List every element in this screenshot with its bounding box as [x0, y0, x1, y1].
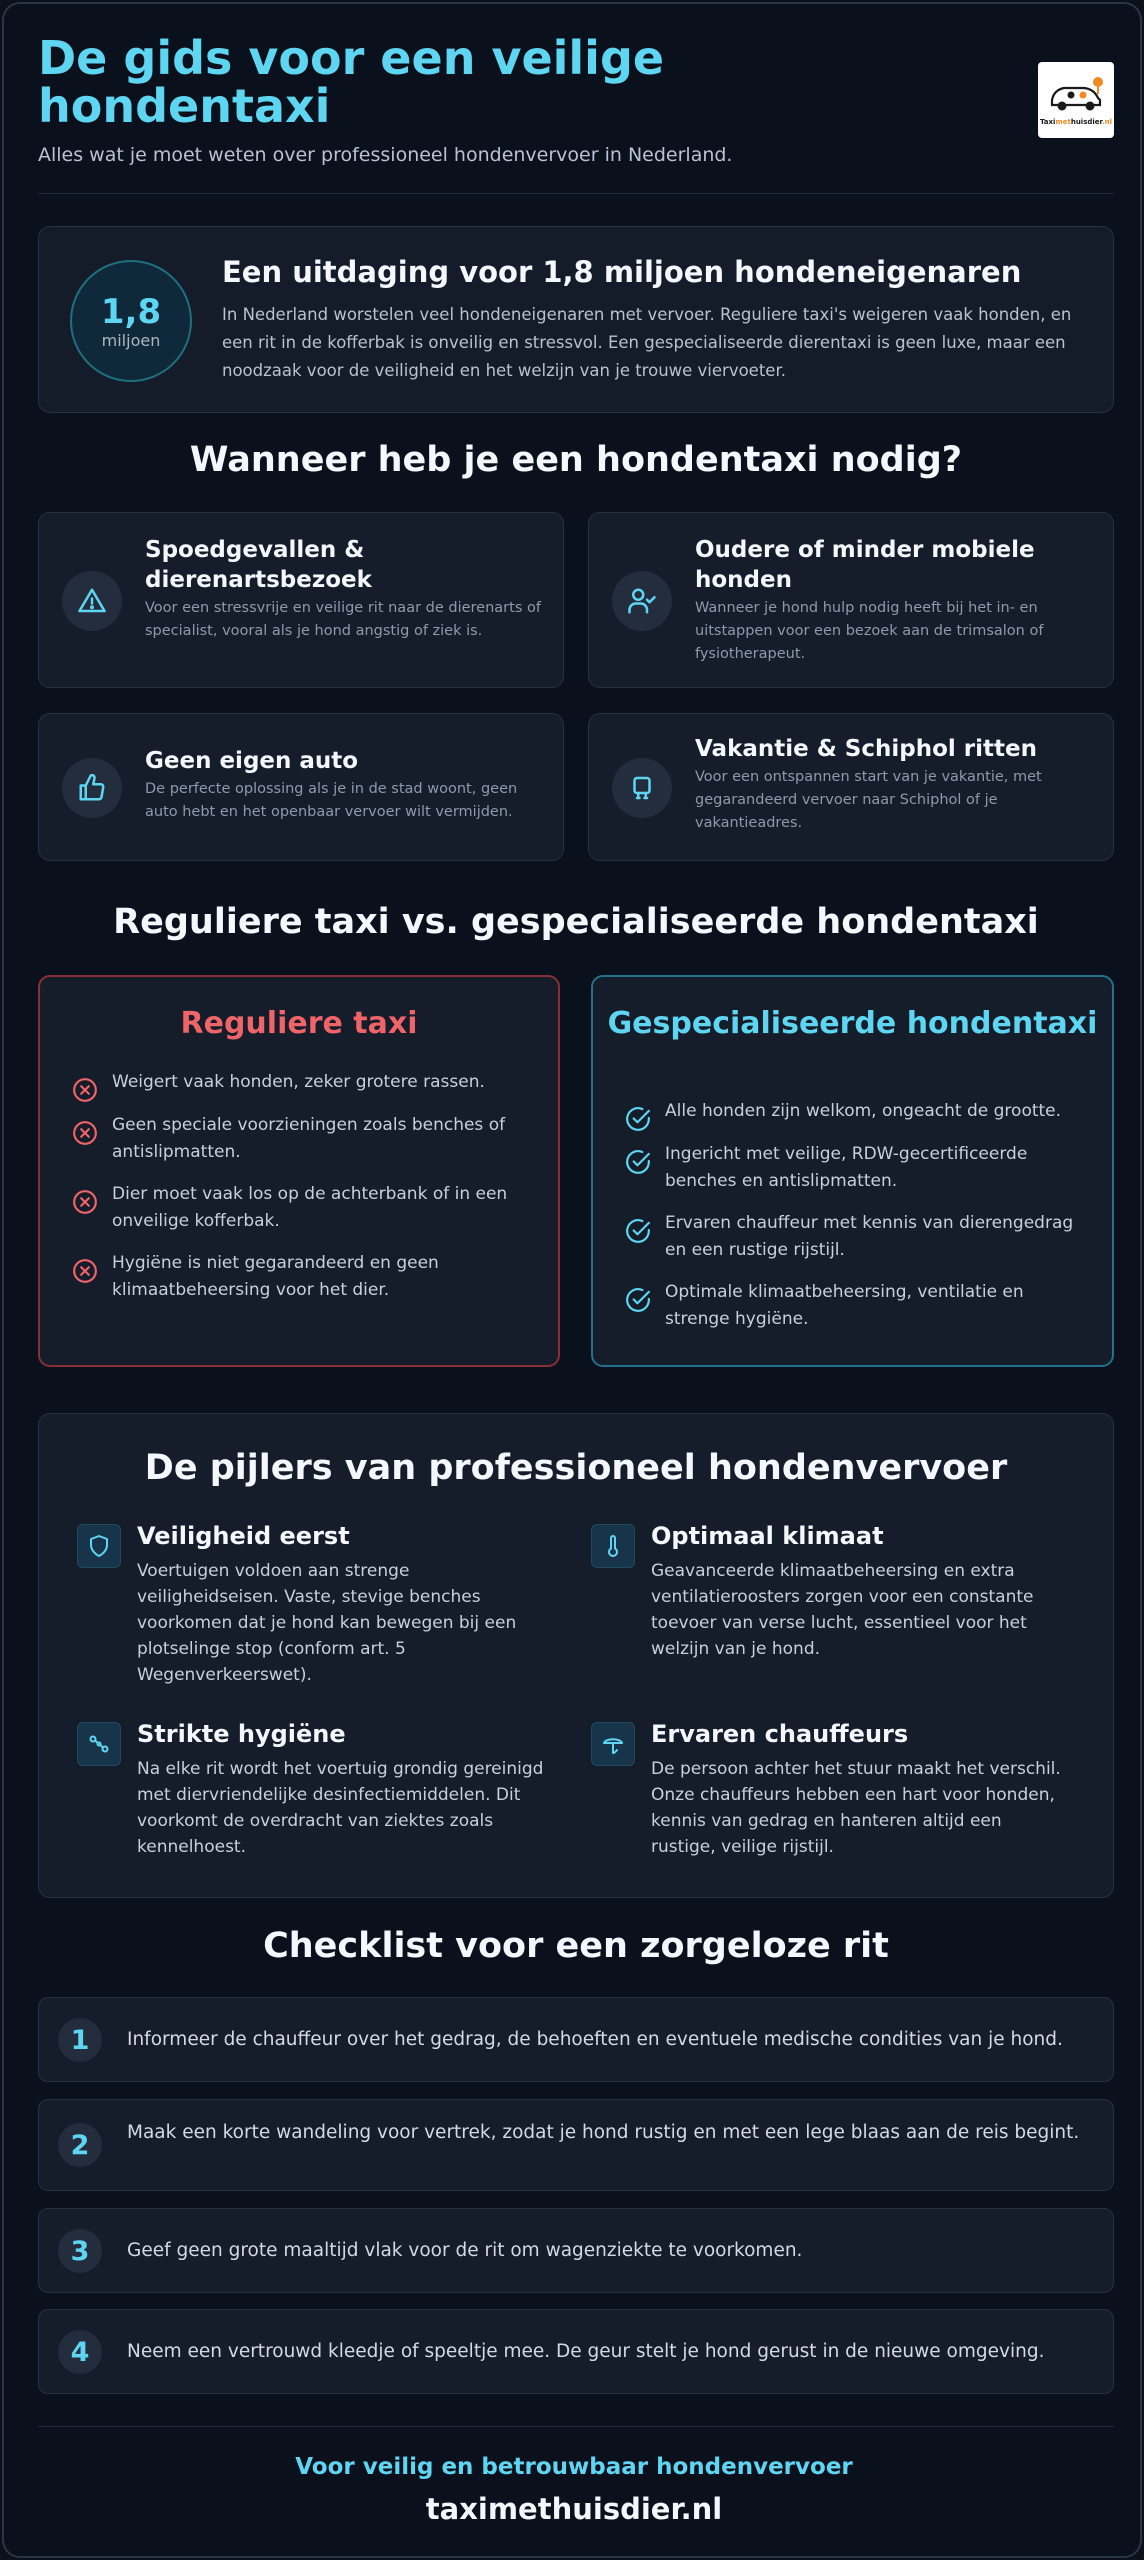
stat-value: 1,8 [100, 291, 162, 332]
card-title: Oudere of minder mobiele honden [695, 537, 1035, 593]
check-circle-icon [625, 1218, 651, 1244]
x-circle-icon [72, 1258, 98, 1284]
pillar-text: Na elke rit wordt het voertuig grondig gereinigd met diervriendelijke desinfectiemiddelen. Dit voorkomt de overdracht van ziektes zoals kennelhoest. [137, 1759, 544, 1857]
step-number: 3 [58, 2229, 102, 2273]
card-text: Voor een ontspannen start van je vakantie, met gegarandeerd vervoer naar Schiphol of je vakantieadres. [695, 769, 1042, 831]
intro-card [38, 226, 1114, 413]
thumbs-up-icon [62, 758, 122, 818]
special-item [625, 1279, 1075, 1333]
step-number: 4 [58, 2330, 102, 2374]
special-taxi-card [591, 975, 1114, 1367]
checklist-step [38, 2309, 1114, 2394]
intro-title: Een uitdaging voor 1,8 miljoen hondeneigenaren [222, 255, 1022, 289]
footer-divider [38, 2426, 1114, 2427]
regular-item [72, 1181, 522, 1235]
header [38, 31, 1114, 194]
compare-section-title: Reguliere taxi vs. gespecialiseerde hondentaxi [113, 902, 1039, 942]
when-card-no-car [38, 713, 564, 861]
regular-taxi-card [38, 975, 560, 1367]
logo-wordmark: Taximethuisdier.nl [1039, 118, 1113, 126]
special-item [625, 1210, 1075, 1264]
step-number: 1 [58, 2018, 102, 2062]
stat-circle [70, 260, 192, 382]
pillar-title: Ervaren chauffeurs [651, 1720, 909, 1748]
x-circle-icon [72, 1077, 98, 1103]
pillar-text: Geavanceerde klimaatbeheersing en extra ventilatieroosters zorgen voor een constante toevoer van verse lucht, essentieel voor het welzijn van je hond. [651, 1561, 1034, 1659]
special-item-text: Optimale klimaatbeheersing, ventilatie en strenge hygiëne. [665, 1282, 1024, 1329]
when-card-holiday [588, 713, 1114, 861]
step-number: 2 [58, 2123, 102, 2167]
regular-item-text: Hygiëne is niet gegarandeerd en geen klimaatbeheersing voor het dier. [112, 1253, 439, 1300]
card-text: Wanneer je hond hulp nodig heeft bij het in- en uitstappen voor een bezoek aan de trimsalon of fysiotherapeut. [695, 600, 1044, 662]
footer-tagline: Voor veilig en betrouwbaar hondenvervoer [295, 2454, 853, 2480]
page-frame [2, 2, 1142, 2558]
pillar-text: De persoon achter het stuur maakt het verschil. Onze chauffeurs hebben een hart voor honden, kennis van gedrag en hanteren altijd een rustige, veilige rijstijl. [651, 1759, 1061, 1857]
pillars-section-title: De pijlers van professioneel hondenvervoer [144, 1448, 1008, 1488]
stat-unit: miljoen [101, 330, 161, 350]
x-circle-icon [72, 1189, 98, 1215]
checklist-step [38, 2208, 1114, 2293]
pillar-title: Strikte hygiëne [137, 1720, 346, 1748]
when-card-emergency [38, 512, 564, 688]
step-text: Maak een korte wandeling voor vertrek, zodat je hond rustig en met een lege blaas aan de reis begint. [127, 2122, 1080, 2143]
checklist-step [38, 2099, 1114, 2191]
pillars-section [38, 1413, 1114, 1898]
regular-taxi-title: Reguliere taxi [180, 1006, 418, 1041]
page-title: De gids voor een veilige hondentaxi [38, 31, 665, 133]
card-title: Geen eigen auto [145, 748, 359, 774]
warning-icon [62, 571, 122, 631]
luggage-icon [612, 758, 672, 818]
brand-logo[interactable] [1038, 62, 1114, 138]
pillar-title: Optimaal klimaat [651, 1522, 884, 1550]
user-check-icon [612, 571, 672, 631]
pillar-text: Voertuigen voldoen aan strenge veiligheidseisen. Vaste, stevige benches voorkomen dat je hond kan bewegen bij een plotselinge stop (conform art. 5 Wegenverkeerswet). [137, 1561, 517, 1685]
special-item-text: Alle honden zijn welkom, ongeacht de grootte. [665, 1101, 1062, 1121]
checklist-section-title: Checklist voor een zorgeloze rit [263, 1926, 889, 1966]
regular-item-text: Dier moet vaak los op de achterbank of in een onveilige kofferbak. [112, 1184, 508, 1231]
special-item [625, 1141, 1075, 1195]
card-text: De perfecte oplossing als je in de stad woont, geen auto hebt en het openbaar vervoer wilt vermijden. [145, 781, 518, 820]
regular-item [72, 1069, 522, 1103]
special-item-text: Ervaren chauffeur met kennis van dierengedrag en een rustige rijstijl. [665, 1213, 1074, 1260]
card-title: Spoedgevallen & dierenartsbezoek [145, 537, 372, 593]
intro-text: In Nederland worstelen veel hondeneigenaren met vervoer. Reguliere taxi's weigeren vaak honden, en een rit in de kofferbak is onveilig en stressvol. Een gespecialiseerde dierentaxi is geen luxe, maar een noodzaak voor de veiligheid en het welzijn van je trouwe viervoeter. [222, 305, 1072, 380]
check-circle-icon [625, 1106, 651, 1132]
special-item-text: Ingericht met veilige, RDW-gecertificeerde benches en antislipmatten. [665, 1144, 1028, 1191]
special-item [625, 1098, 1075, 1132]
regular-item [72, 1250, 522, 1304]
steering-wheel-icon [591, 1722, 635, 1766]
step-text: Informeer de chauffeur over het gedrag, de behoeften en eventuele medische condities van je hond. [127, 2029, 1063, 2050]
card-text: Voor een stressvrije en veilige rit naar de dierenarts of specialist, vooral als je hond angstig of ziek is. [145, 600, 541, 639]
bacteria-icon [77, 1722, 121, 1766]
when-card-senior-dogs [588, 512, 1114, 688]
regular-item-text: Geen speciale voorzieningen zoals benches of antislipmatten. [112, 1115, 506, 1162]
card-title: Vakantie & Schiphol ritten [695, 736, 1037, 762]
regular-item-text: Weigert vaak honden, zeker grotere rassen. [112, 1072, 485, 1092]
footer-site-link[interactable]: taximethuisdier.nl [425, 2492, 723, 2526]
taxi-pet-icon [1046, 74, 1106, 116]
check-circle-icon [625, 1149, 651, 1175]
special-taxi-title: Gespecialiseerde hondentaxi [607, 1006, 1098, 1041]
step-text: Neem een vertrouwd kleedje of speeltje mee. De geur stelt je hond gerust in de nieuwe omgeving. [127, 2341, 1045, 2362]
when-section-title: Wanneer heb je een hondentaxi nodig? [189, 440, 963, 480]
checklist-step [38, 1997, 1114, 2082]
check-circle-icon [625, 1287, 651, 1313]
pillar-title: Veiligheid eerst [137, 1522, 350, 1550]
thermometer-icon [591, 1524, 635, 1568]
page-subtitle: Alles wat je moet weten over professioneel hondenvervoer in Nederland. [38, 144, 733, 166]
regular-item [72, 1112, 522, 1166]
step-text: Geef geen grote maaltijd vlak voor de rit om wagenziekte te voorkomen. [127, 2240, 803, 2261]
x-circle-icon [72, 1120, 98, 1146]
shield-icon [77, 1524, 121, 1568]
